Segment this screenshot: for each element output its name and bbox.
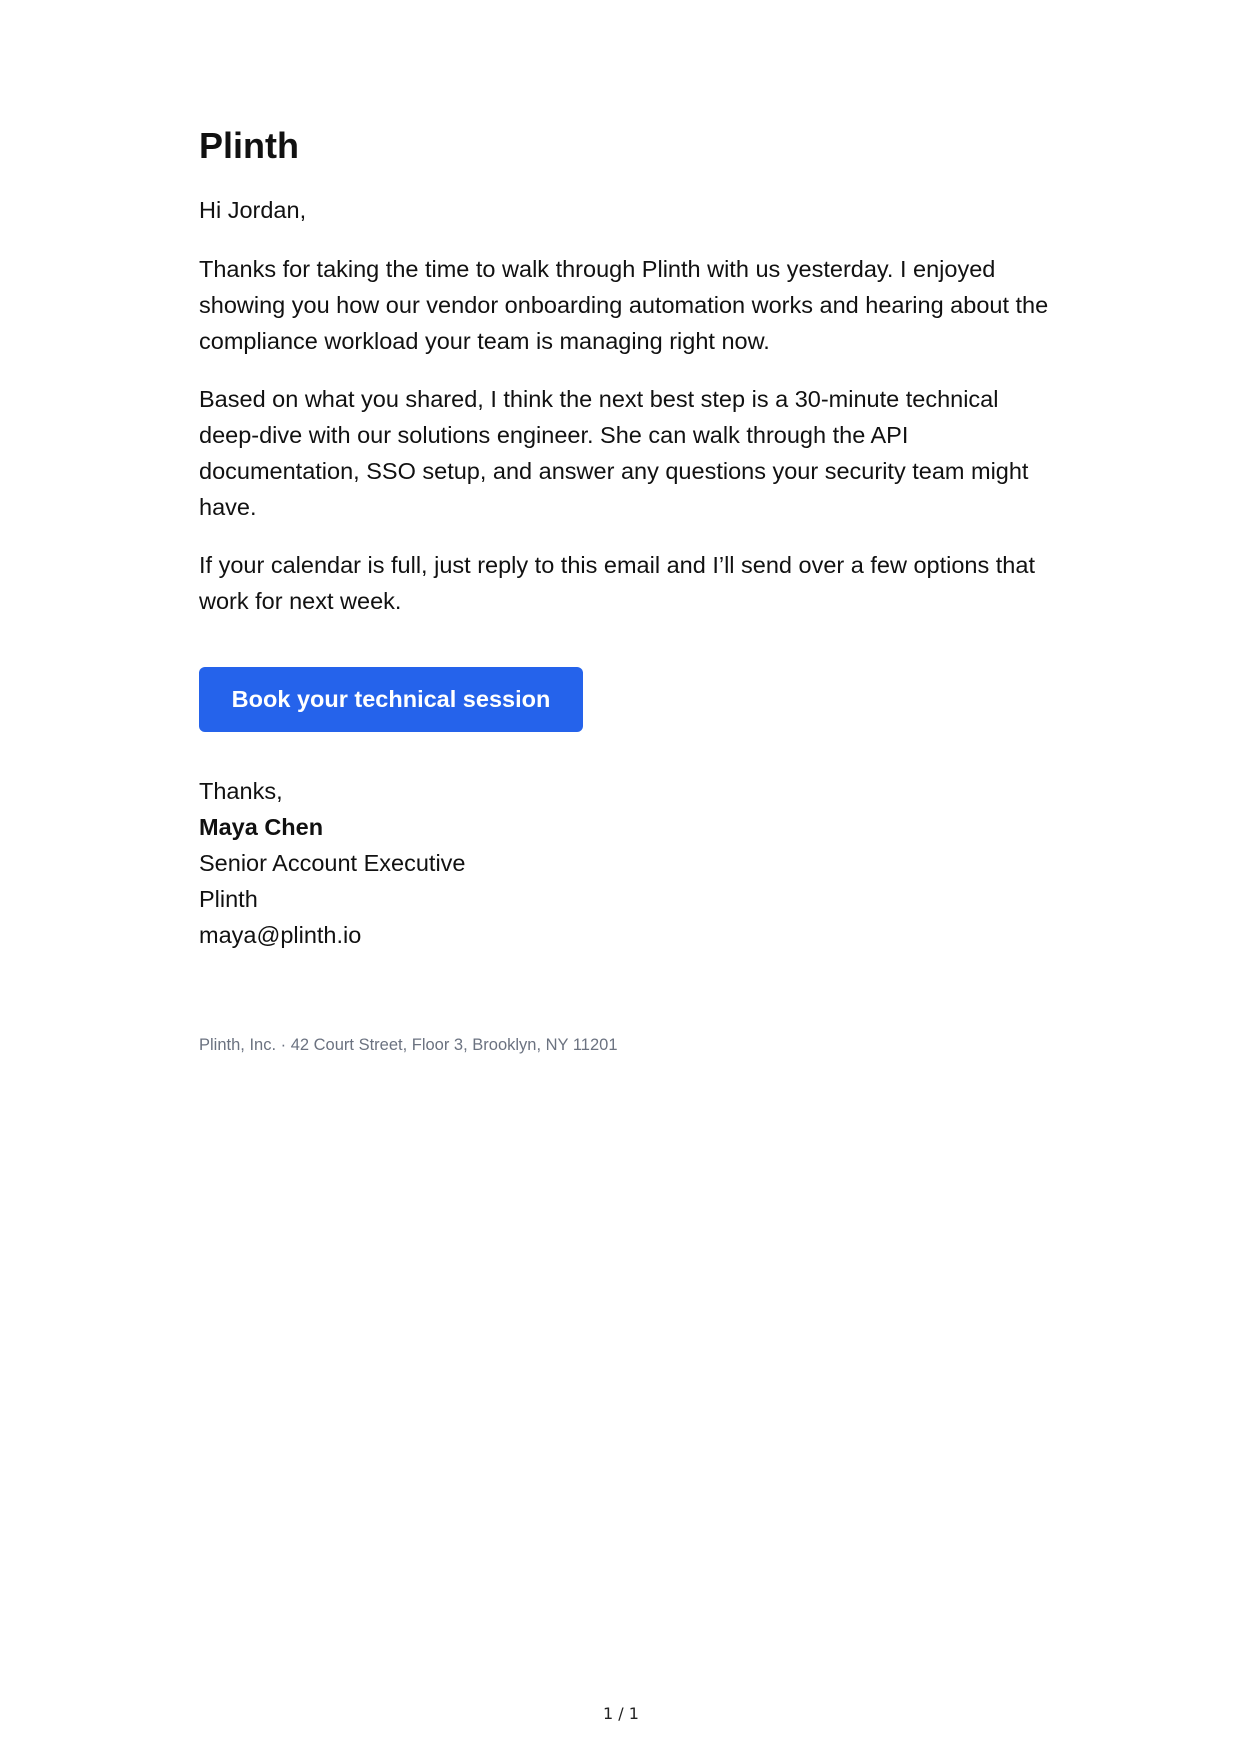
paragraph-calendar: If your calendar is full, just reply to this email and I’ll send over a few options that work for next week. [199, 552, 1035, 614]
book-session-button[interactable]: Book your technical session [199, 667, 583, 732]
signature-name: Maya Chen [199, 814, 324, 840]
email-body [199, 124, 1049, 1074]
signature-title: Senior Account Executive [199, 850, 466, 876]
footer-address: Plinth, Inc. · 42 Court Street, Floor 3, Brooklyn, NY 11201 [199, 1036, 618, 1054]
page-indicator: 1 / 1 [603, 1704, 639, 1723]
cta-container [199, 667, 1049, 731]
signature-block [199, 809, 1049, 953]
signoff: Thanks, [199, 778, 283, 804]
paragraph-intro: Thanks for taking the time to walk through Plinth with us yesterday. I enjoyed showing you how our vendor onboarding automation works and hearing about the compliance workload your team is managing right now. [199, 256, 1049, 354]
signature-email[interactable]: maya@plinth.io [199, 922, 362, 948]
greeting: Hi Jordan, [199, 197, 307, 223]
brand-heading: Plinth [199, 125, 299, 166]
paragraph-next-step: Based on what you shared, I think the next best step is a 30-minute technical deep-dive with our solutions engineer. She can walk through the API documentation, SSO setup, and answer any questions your security team might have. [199, 386, 1029, 520]
signature-company: Plinth [199, 886, 258, 912]
